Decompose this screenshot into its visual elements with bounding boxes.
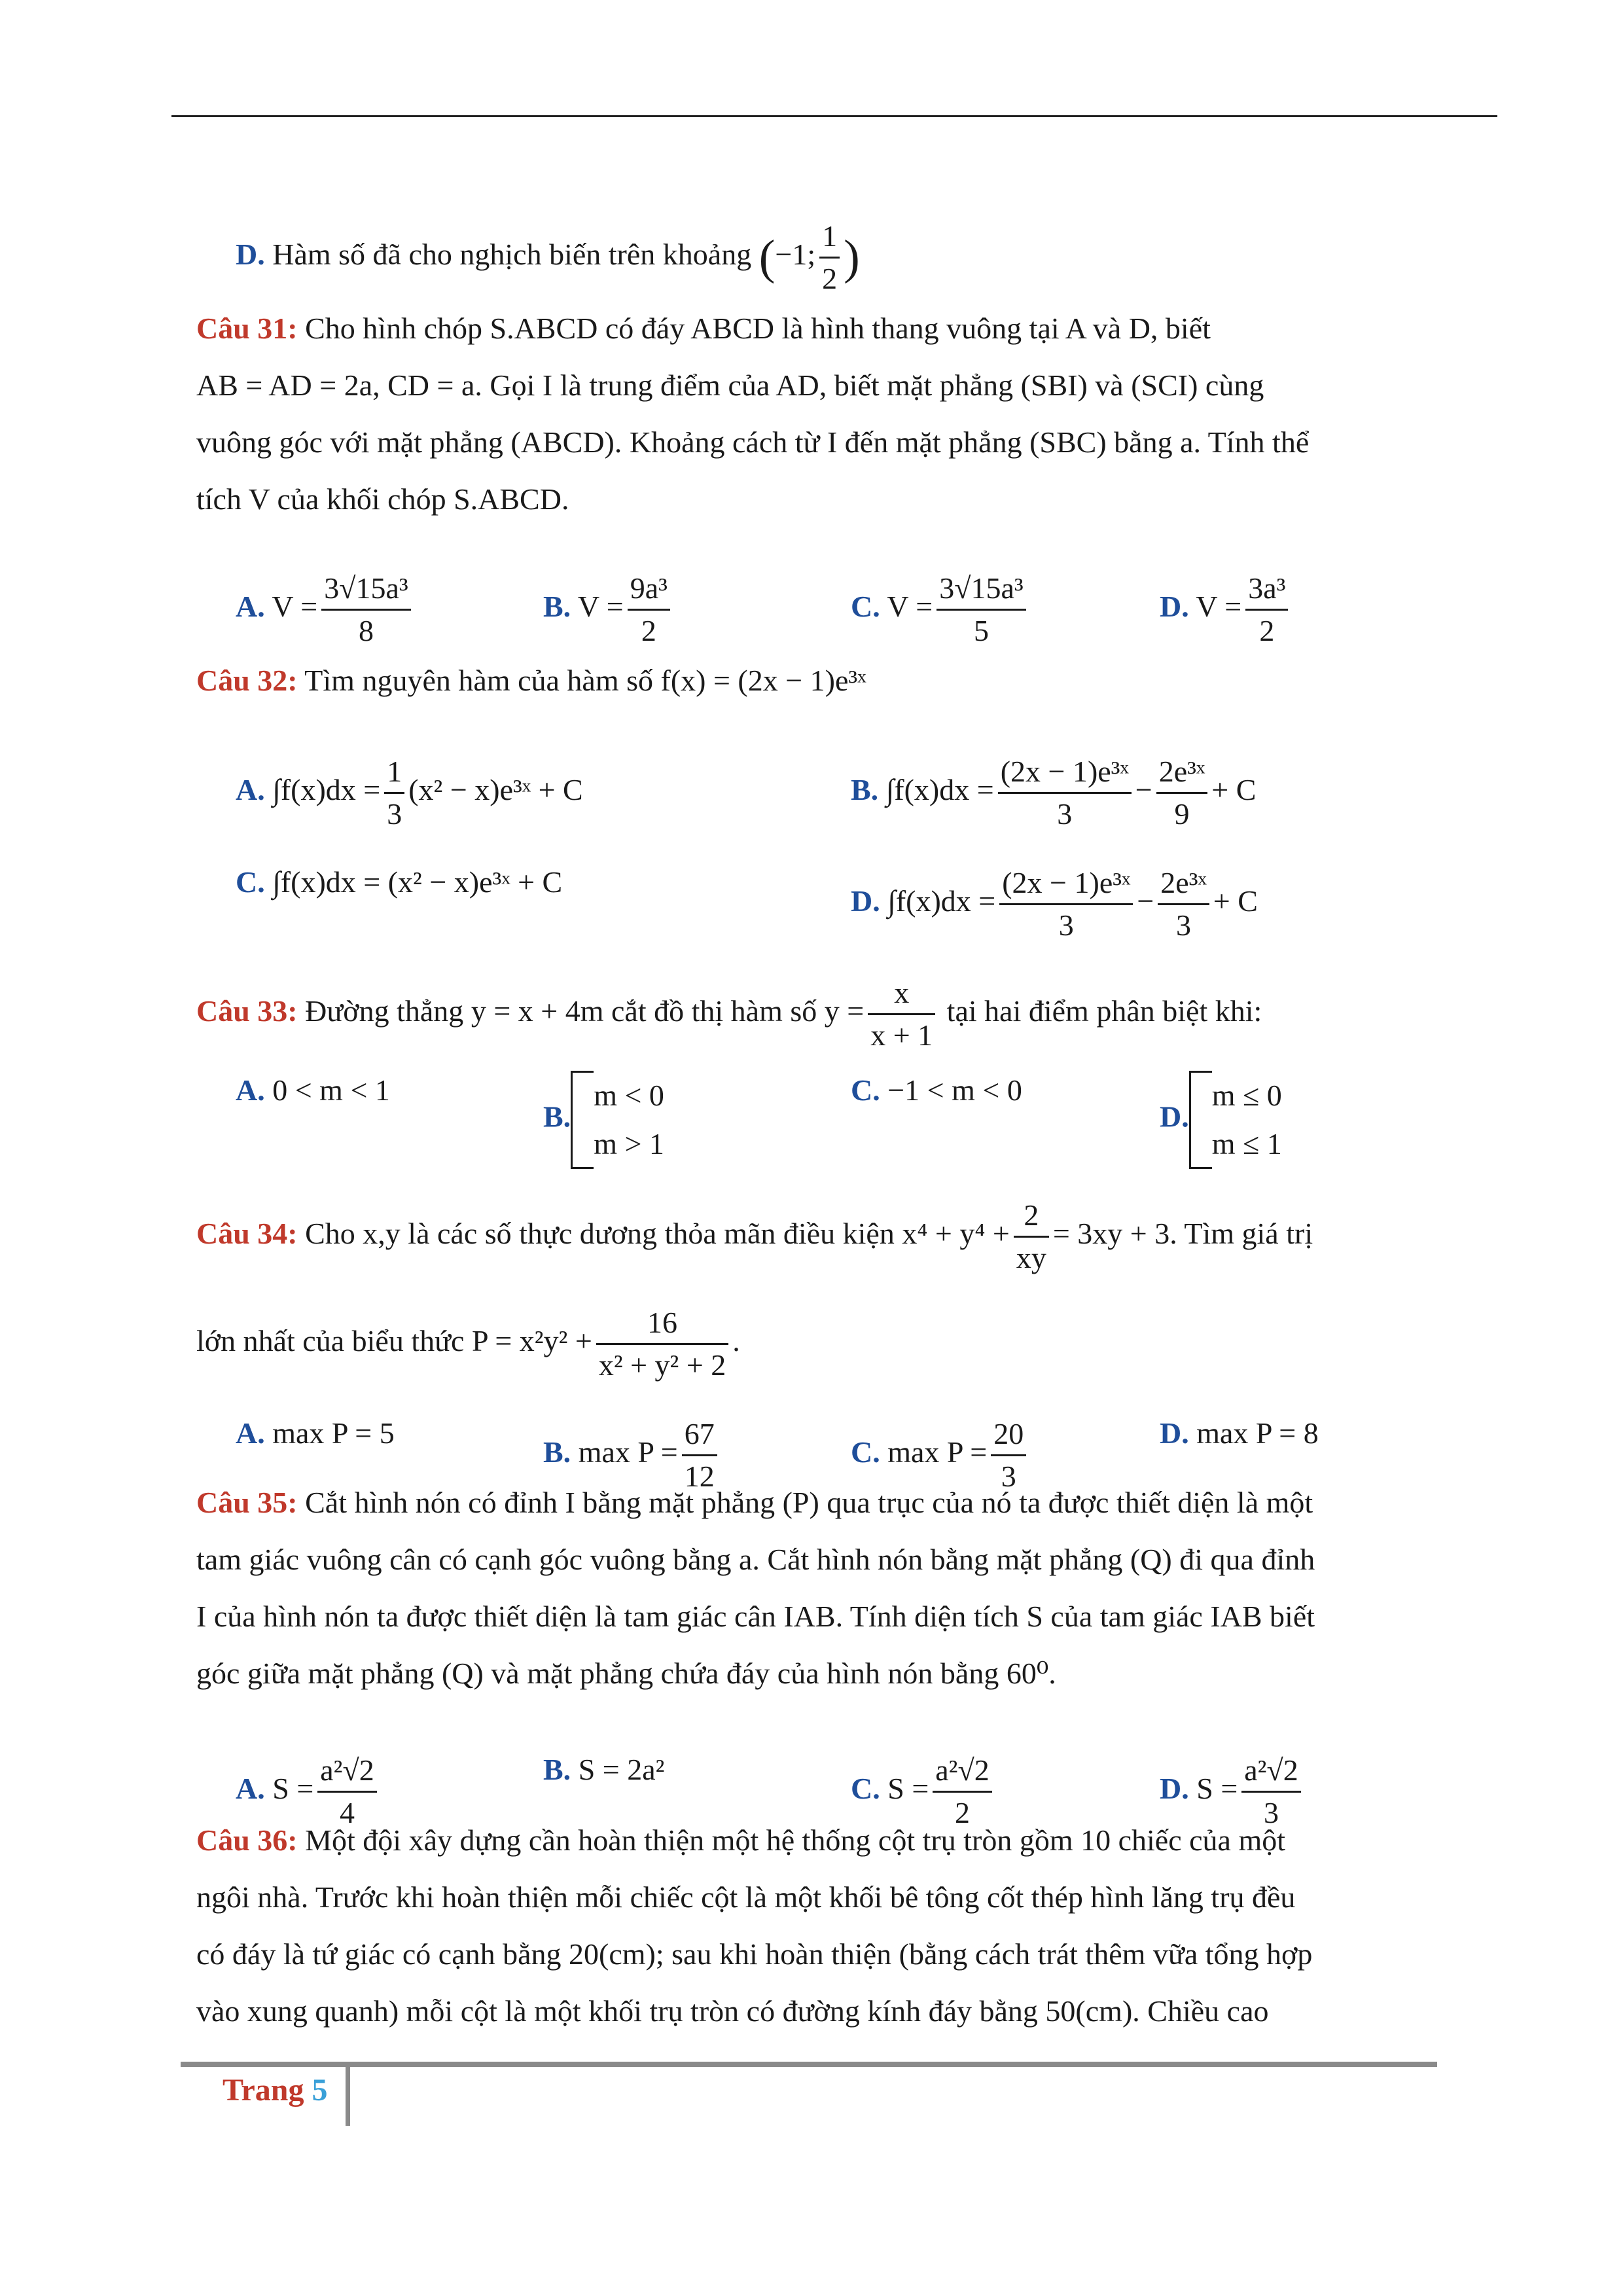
- q31-stem: Câu 31: Cho hình chóp S.ABCD có đáy ABCD là hình thang vuông tại A và D, biết AB = AD = 2a, CD = a. Gọi I là trung điểm của AD, biết mặt phẳng (SBI) và (SCI) cùng vuông góc với mặt phẳng (ABCD). Khoảng cách từ I đến mặt phẳng (SBC) bằng a. Tính thể tích V của khối chóp S.ABCD.: [196, 312, 1310, 516]
- q30-option-d: D. Hàm số đã cho nghịch biến trên khoảng (−1; $\frac{1}{2}$ ): [236, 216, 860, 299]
- q32-option-c: C. ∫f(x)dx = (x² − x)e³ˣ + C: [236, 865, 563, 899]
- footer-rule: [181, 2062, 1437, 2067]
- option-text: Hàm số đã cho nghịch biến trên khoảng: [272, 238, 752, 272]
- q35-option-b: B. S = 2a²: [543, 1753, 665, 1786]
- q31-option-b: B. V = $\frac{\text{9a³}}{2}$: [543, 568, 674, 651]
- q34-option-a: A. max P = 5: [236, 1416, 395, 1450]
- question-label: Câu 33:: [196, 994, 298, 1028]
- page-number: Trang 5: [223, 2073, 328, 2108]
- q34-option-d: D. max P = 8: [1160, 1416, 1319, 1450]
- header-rule: [171, 115, 1497, 117]
- q33-option-a: A. 0 < m < 1: [236, 1073, 390, 1107]
- q34-stem-line1: Câu 34: Cho x,y là các số thực dương thỏa mãn điều kiện x⁴ + y⁴ + $\frac{2}{xy}$ = 3xy + 3. Tìm giá trị: [196, 1195, 1313, 1278]
- interval-low: −1;: [775, 238, 816, 272]
- question-label: Câu 31:: [196, 312, 298, 345]
- q35-stem: Câu 35: Cắt hình nón có đỉnh I bằng mặt phẳng (P) qua trục của nó ta được thiết diện là một tam giác vuông cân có cạnh góc vuông bằng a. Cắt hình nón bằng mặt phẳng (Q) đi qua đỉnh I của hình nón ta được thiết diện là tam giác cân IAB. Tính diện tích S của tam giác IAB biết góc giữa mặt phẳng (Q) và mặt phẳng chứa đáy của hình nón bằng 60⁰.: [196, 1486, 1315, 1690]
- q31-option-d: D. V = $\frac{\text{3a³}}{2}$: [1160, 568, 1292, 651]
- q31-option-c: C. V = $\frac{\text{3√15a³}}{5}$: [851, 568, 1030, 651]
- question-label: Câu 35:: [196, 1486, 298, 1519]
- q33-stem: Câu 33: Đường thẳng y = x + 4m cắt đồ thị hàm số y = $\frac{x}{x + 1}$ tại hai điểm phân biệt khi:: [196, 973, 1262, 1056]
- q35-option-a: A. S = $\frac{\text{a²√2}}{4}$: [236, 1750, 381, 1833]
- function: f(x) = (2x − 1)e³ˣ: [660, 664, 866, 697]
- question-label: Câu 36:: [196, 1823, 298, 1857]
- q31-option-a: A. V = $\frac{\text{3√15a³}}{8}$: [236, 568, 415, 651]
- option-label: D.: [236, 238, 265, 272]
- q33-option-b: B. m < 0 m > 1: [543, 1071, 664, 1169]
- q32-option-d: D. ∫f(x)dx = $\frac{\text{(2x − 1)e³ˣ}}{3}$ − $\frac{\text{2e³ˣ}}{3}$ + C: [851, 863, 1258, 946]
- q35-option-d: D. S = $\frac{\text{a²√2}}{3}$: [1160, 1750, 1305, 1833]
- footer-divider: [346, 2067, 350, 2126]
- q33-option-d: D. m ≤ 0 m ≤ 1: [1160, 1071, 1282, 1169]
- q33-option-c: C. −1 < m < 0: [851, 1073, 1022, 1107]
- q34-option-b: B. max P = $\frac{67}{12}$: [543, 1414, 721, 1497]
- q32-stem: Câu 32: Tìm nguyên hàm của hàm số f(x) = (2x − 1)e³ˣ: [196, 664, 866, 697]
- q34-option-c: C. max P = $\frac{20}{3}$: [851, 1414, 1030, 1497]
- q35-option-c: C. S = $\frac{\text{a²√2}}{2}$: [851, 1750, 996, 1833]
- question-label: Câu 32:: [196, 664, 298, 697]
- fraction: $\frac{1}{2}$: [819, 216, 840, 299]
- q32-option-a: A. ∫f(x)dx = $\frac{1}{3}$ (x² − x)e³ˣ + C: [236, 751, 583, 834]
- q36-stem: Câu 36: Một đội xây dựng cần hoàn thiện một hệ thống cột trụ tròn gồm 10 chiếc của một ngôi nhà. Trước khi hoàn thiện mỗi chiếc cột là một khối bê tông cốt thép hình lăng trụ đều có đáy là tứ giác có cạnh bằng 20(cm); sau khi hoàn thiện (bằng cách trát thêm vữa tổng hợp vào xung quanh) mỗi cột là một khối trụ tròn có đường kính đáy bằng 50(cm). Chiều cao: [196, 1823, 1313, 2028]
- q32-option-b: B. ∫f(x)dx = $\frac{\text{(2x − 1)e³ˣ}}{3}$ − $\frac{\text{2e³ˣ}}{9}$ + C: [851, 751, 1256, 834]
- q34-stem-line2: lớn nhất của biểu thức P = x²y² + $\frac{16}{\text{x² + y² + 2}}$ .: [196, 1302, 740, 1386]
- question-label: Câu 34:: [196, 1217, 298, 1251]
